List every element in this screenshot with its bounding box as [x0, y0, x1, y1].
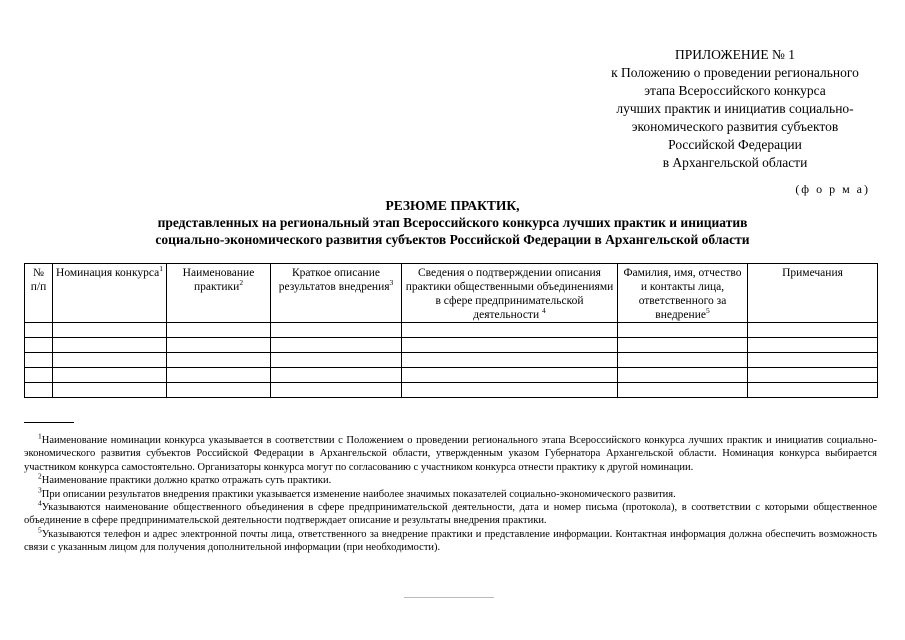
table-cell [748, 323, 878, 338]
appendix-line: в Архангельской области [662, 155, 808, 170]
column-header-confirmation: Сведения о подтверждении описания практики общественными объединениями в сфере предпринимательской деятельности $^4$ [402, 264, 618, 323]
appendix-header [575, 46, 895, 172]
table-cell [402, 353, 618, 368]
appendix-line: ПРИЛОЖЕНИЕ № 1 [674, 47, 796, 62]
table-cell [402, 338, 618, 353]
footnote: $^5$Указываются телефон и адрес электронной почты лица, ответственного за внедрение практики и представление информации. Контактная информация должна обеспечить возможность связи с указанным лицом для получения дополнительной информации (при необходимости). [24, 525, 877, 554]
title-line: социально-экономического развития субъектов Российской Федерации в Архангельской области [155, 232, 750, 247]
table-cell [167, 323, 271, 338]
table-cell [402, 368, 618, 383]
table-cell [53, 383, 167, 398]
column-header-nomination: Номинация конкурса$^1$ [53, 264, 167, 323]
table-cell [748, 338, 878, 353]
table-cell [618, 338, 748, 353]
appendix-line: Российской Федерации [668, 137, 802, 152]
table-cell [618, 353, 748, 368]
table-cell [25, 338, 53, 353]
table-cell [748, 383, 878, 398]
appendix-line: этапа Всероссийского конкурса [644, 83, 826, 98]
table-cell [271, 383, 402, 398]
table-cell [167, 368, 271, 383]
table-cell [618, 323, 748, 338]
table-cell [53, 353, 167, 368]
title-line: представленных на региональный этап Всероссийского конкурса лучших практик и инициатив [157, 215, 748, 230]
column-header-practice-name: Наименование практики$^2$ [167, 264, 271, 323]
footnote: $^1$Наименование номинации конкурса указывается в соответствии с Положением о проведении регионального этапа Всероссийского конкурса лучших практик и инициатив социально-экономического развития субъектов Российской Федерации в Архангельской области, утвержденным указом Губернатора Архангельской области. Номинация конкурса выбирается участником конкурса самостоятельно. Организаторы конкурса могут по согласованию с участником конкурса отнести практику к другой номинации. [24, 431, 877, 473]
page-bottom-line [404, 597, 494, 598]
table-body [25, 323, 878, 398]
table-row [25, 353, 878, 368]
table-cell [53, 338, 167, 353]
table-cell [271, 353, 402, 368]
footnote: $^4$Указываются наименование общественного объединения в сфере предпринимательской деятельности, дата и номер письма (протокола), в соответствии с которыми общественное объединение в сфере предпринимательской деятельности подтверждает описание и результаты внедрения практики. [24, 498, 877, 527]
table-cell [402, 383, 618, 398]
table-row [25, 323, 878, 338]
appendix-line: экономического развития субъектов [631, 119, 839, 134]
table-cell [402, 323, 618, 338]
appendix-line: к Положению о проведении регионального [611, 65, 859, 80]
table-cell [748, 353, 878, 368]
column-header-number: № п/п [25, 264, 53, 323]
table-cell [167, 353, 271, 368]
document-title [20, 197, 885, 248]
table-cell [618, 368, 748, 383]
table-row [25, 338, 878, 353]
footnote-separator [24, 422, 74, 423]
table-cell [167, 383, 271, 398]
table-row [25, 368, 878, 383]
table-cell [53, 368, 167, 383]
table-cell [25, 383, 53, 398]
footnotes [24, 431, 877, 555]
table-cell [271, 323, 402, 338]
table-cell [53, 323, 167, 338]
table-cell [25, 353, 53, 368]
table-cell [618, 383, 748, 398]
table-cell [25, 368, 53, 383]
table-header-row [25, 264, 878, 323]
title-line: РЕЗЮМЕ ПРАКТИК, [385, 198, 520, 213]
column-header-results: Краткое описание результатов внедрения$^3$ [271, 264, 402, 323]
appendix-line: лучших практик и инициатив социально- [616, 101, 854, 116]
table-cell [271, 338, 402, 353]
table-cell [25, 323, 53, 338]
footnote: $^3$При описании результатов внедрения практики указывается изменение наиболее значимых показателей социально-экономического развития. [38, 485, 676, 500]
table-cell [271, 368, 402, 383]
form-label: (ф о р м а) [795, 182, 870, 196]
table-row [25, 383, 878, 398]
footnote: $^2$Наименование практики должно кратко отражать суть практики. [38, 471, 332, 487]
column-header-responsible: Фамилия, имя, отчество и контакты лица, ответственного за внедрение$^5$ [618, 264, 748, 323]
column-header-notes: Примечания [748, 264, 878, 323]
resume-table [24, 263, 878, 398]
table-cell [167, 338, 271, 353]
table-cell [748, 368, 878, 383]
